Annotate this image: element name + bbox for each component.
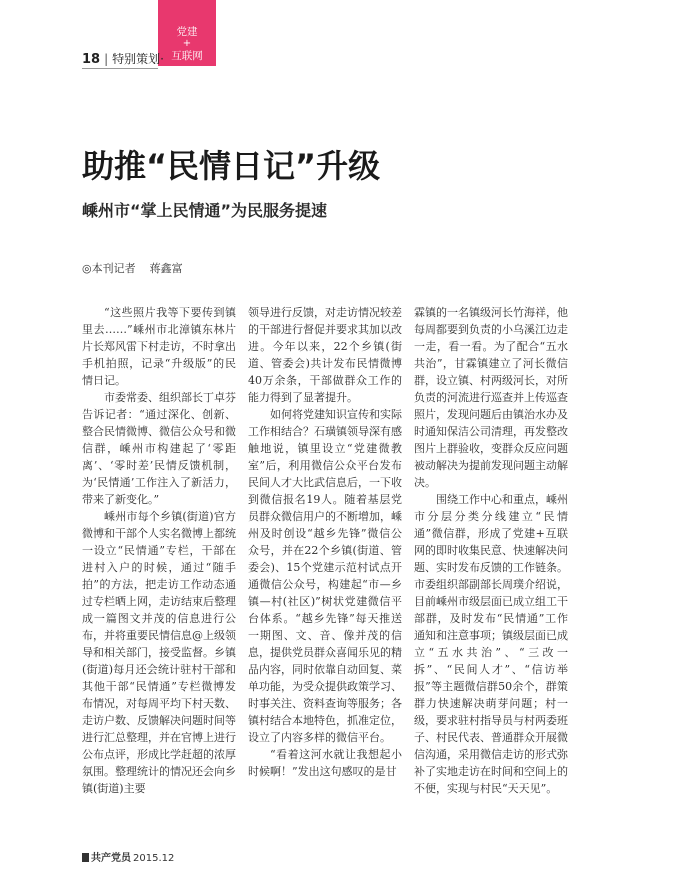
paragraph: 嵊州市每个乡镇(街道)官方微博和干部个人实名微博上都统一设立“民情通”专栏，干部在进村入户的时候，通过“随手拍”的方法，把走访工作动态通过专栏晒上网，走访结束后整理成一篇图文并茂的信息进行公布，并将重要民情信息@上级领导和相关部门，接受监督。乡镇(街道)每月还会统计驻村干部和其他干部“民情通”专栏微博发布情况，对每周平均下村天数、走访户数、反馈解决问题时间等进行汇总整理，并在官博上进行公布点评，形成比学赶超的浓厚氛围。整理统计的情况还会向乡镇(街道)主要: [82, 510, 236, 795]
issue-date: 2015.12: [133, 853, 175, 864]
paragraph: 市委常委、组织部长丁卓芬告诉记者：“通过深化、创新、整合民情微博、微信公众号和微信群，嵊州市构建起了‘零距离’、‘零时差’民情反馈机制，为‘民情通’工作注入了新活力，带来了新变化。”: [82, 391, 236, 506]
section-tag-plus: +: [182, 38, 192, 49]
page-number: 18: [82, 52, 101, 67]
article-title: 助推“民情日记”升级: [82, 147, 381, 185]
section-tag-line1: 党建: [176, 26, 198, 38]
section-label: 特别策划·: [112, 52, 164, 66]
text-column-1: [82, 304, 236, 797]
header-rule: [82, 68, 158, 69]
section-tag: [158, 0, 216, 66]
text-column-3: [414, 304, 568, 797]
article-subtitle: 嵊州市“掌上民情通”为民服务提速: [82, 201, 328, 220]
magazine-logo-icon: [82, 853, 89, 862]
text-column-2: [248, 304, 402, 780]
paragraph-continued: 霖镇的一名镇级河长竹海祥，他每周都要到负责的小乌溪江边走一走，看一看。为了配合“五水共治”，甘霖镇建立了河长微信群，设立镇、村两级河长，对所负责的河流进行巡查并上传巡查照片，发现问题后由镇治水办及时通知保洁公司清理，再发整改图片上群验收，变群众反应问题被动解决为提前发现问题主动解决。: [414, 306, 568, 489]
byline: [82, 262, 183, 276]
author-name: 蒋鑫富: [149, 262, 183, 275]
paragraph: 围绕工作中心和重点，嵊州市分层分类分线建立“民情通”微信群，形成了党建+互联网的即时收集民意、快速解决问题、实时发布反馈的工作链条。市委组织部副部长周璞介绍说，目前嵊州市级层面已成立组工干部群，及时发布“民情通”工作通知和注意事项；镇级层面已成立“五水共治”、“三改一拆”、“民间人才”、“信访举报”等主题微信群50余个，群策群力快速解决萌芽问题；村一级，要求驻村指导员与村两委班子、村民代表、普通群众开展微信沟通，采用微信走访的形式弥补了实地走访在时间和空间上的不便，实现与村民“天天见”。: [414, 493, 568, 795]
paragraph: 如何将党建知识宣传和实际工作相结合？石璜镇领导深有感触地说，镇里设立“党建微教室”后，利用微信公众平台发布民间人才大比武信息后，一下收到微信报名19人。随着基层党员群众微信用户的不断增加，嵊州及时创设“越乡先锋”微信公众号，并在22个乡镇(街道、管委会)、15个党建示范村试点开通微信公众号，构建起“市—乡镇—村(社区)”树状党建微信平台体系。“越乡先锋”每天推送一期图、文、音、像并茂的信息，提供党员群众喜闻乐见的精品内容，同时依靠自动回复、菜单功能，为受众提供政策学习、时事关注、资料查询等服务；各镇村结合本地特色，抓准定位，设立了内容多样的微信平台。: [248, 408, 402, 744]
paragraph-continued: 领导进行反馈，对走访情况较差的干部进行督促并要求其加以改进。今年以来，22个乡镇(街道、管委会)共计发布民情微博40万余条，干部做群众工作的能力得到了显著提升。: [248, 306, 402, 404]
paragraph: “看着这河水就让我想起小时候啊！”发出这句感叹的是甘: [248, 748, 402, 778]
section-tag-line2: 互联网: [171, 50, 203, 62]
byline-prefix: ◎本刊记者: [82, 262, 136, 275]
header-separator: |: [104, 52, 109, 66]
magazine-name: 共产党员: [91, 853, 131, 864]
page-header: [82, 51, 164, 67]
page-footer: [82, 852, 174, 866]
paragraph: “这些照片我等下要传到镇里去……”嵊州市北漳镇东林片片长郑风雷下村走访，不时拿出手机拍照，记录“升级版”的民情日记。: [82, 306, 236, 387]
